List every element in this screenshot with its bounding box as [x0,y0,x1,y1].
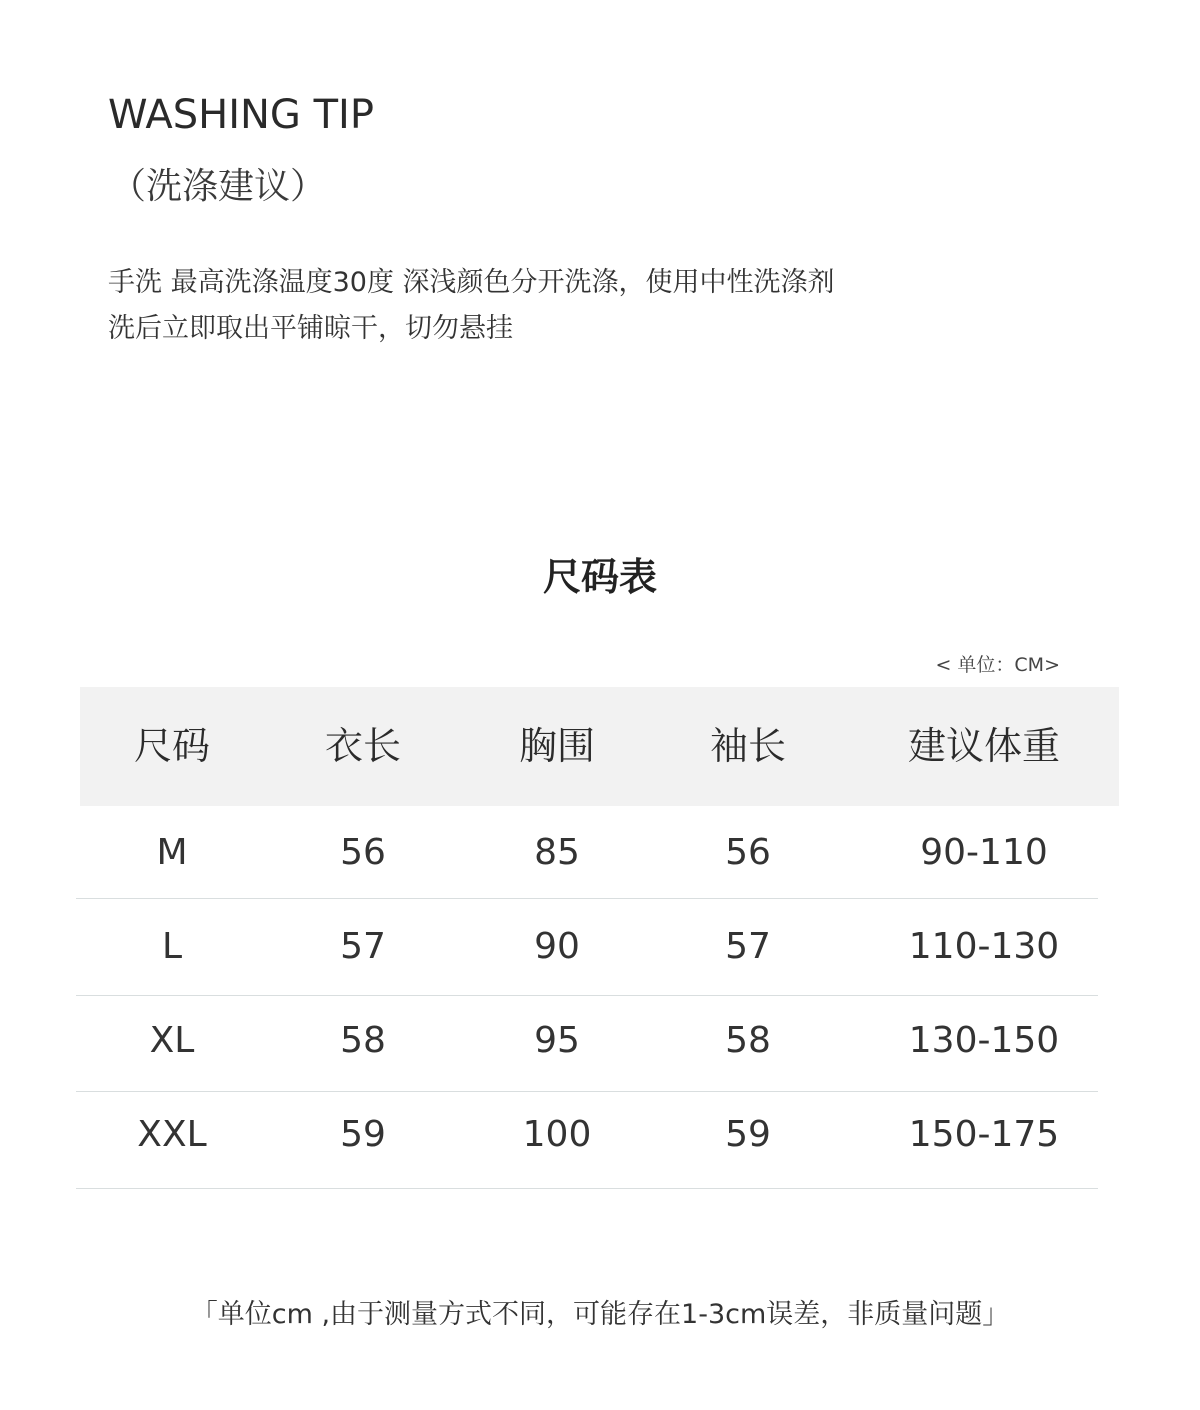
table-cell-weight: 150-175 [908,1114,1060,1155]
table-cell-sleeve: 59 [725,1114,771,1155]
column-header-length: 衣长 [324,724,401,768]
table-cell-sleeve: 58 [725,1020,771,1061]
table-cell-length: 58 [340,1020,386,1061]
table-cell-chest: 90 [534,926,580,967]
row-divider [76,1188,1098,1189]
table-cell-size: XXL [137,1114,207,1155]
column-header-size: 尺码 [133,724,210,768]
table-cell-size: L [161,926,183,967]
measurement-footnote: 「单位cm ,由于测量方式不同，可能存在1-3cm误差，非质量问题」 [190,1299,1010,1330]
unit-note: < 单位：CM> [935,654,1060,676]
washing-tip-title: WASHING TIP [108,92,374,138]
column-header-sleeve: 袖长 [709,724,786,768]
row-divider [76,1091,1098,1092]
washing-instruction-line: 手洗 最高洗涤温度30度 深浅颜色分开洗涤，使用中性洗涤剂 [108,267,835,298]
column-header-weight: 建议体重 [907,724,1060,768]
table-cell-chest: 85 [534,832,580,873]
table-cell-sleeve: 57 [725,926,771,967]
table-cell-length: 59 [340,1114,386,1155]
table-cell-sleeve: 56 [725,832,771,873]
size-chart-title: 尺码表 [542,555,657,599]
table-cell-length: 57 [340,926,386,967]
table-cell-chest: 100 [522,1114,592,1155]
table-cell-weight: 90-110 [920,832,1048,873]
table-cell-chest: 95 [534,1020,580,1061]
table-cell-weight: 130-150 [908,1020,1060,1061]
row-divider [76,898,1098,899]
row-divider [76,995,1098,996]
column-header-chest: 胸围 [518,724,595,768]
table-cell-weight: 110-130 [908,926,1060,967]
table-cell-length: 56 [340,832,386,873]
washing-tip-subtitle: （洗涤建议） [110,166,327,207]
washing-instruction-line: 洗后立即取出平铺晾干，切勿悬挂 [108,313,513,344]
table-cell-size: XL [149,1020,195,1061]
table-cell-size: M [156,832,188,873]
